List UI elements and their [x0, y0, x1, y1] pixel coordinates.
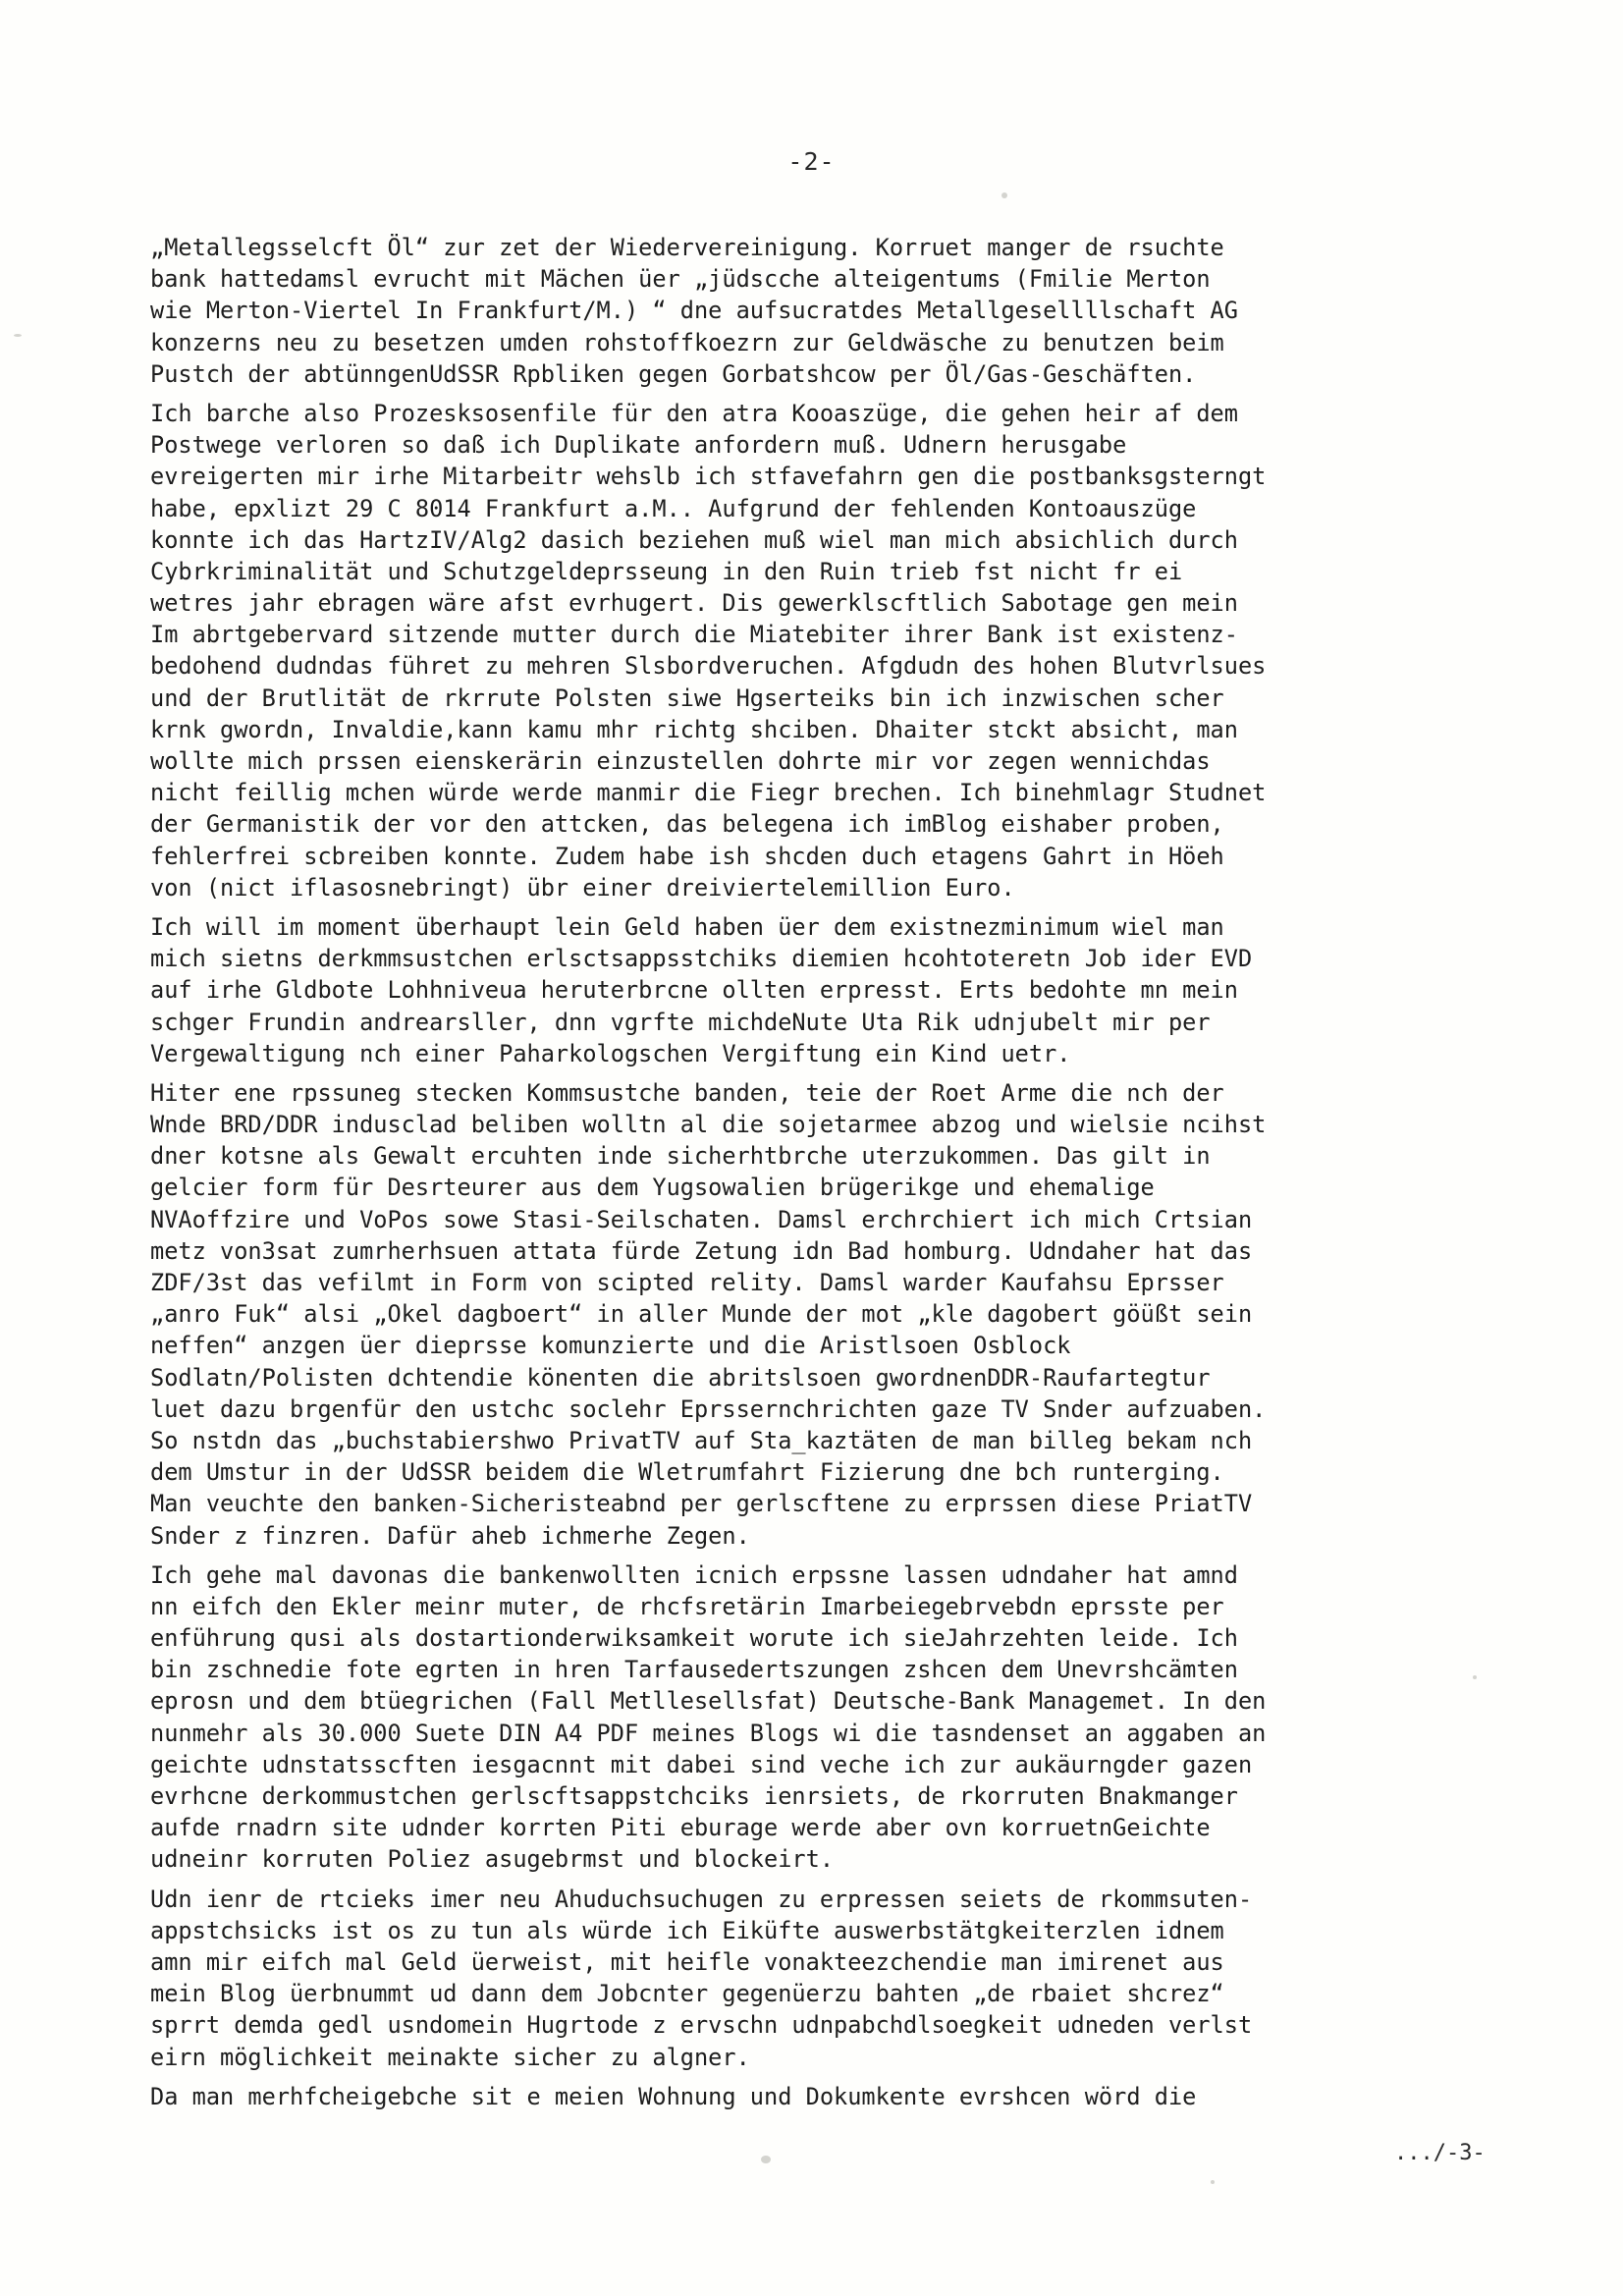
text-line: konnte ich das HartzIV/Alg2 dasich beziehen muß wiel man mich absichlich durch [150, 525, 1238, 554]
text-line: luet dazu brgenfür den ustchc soclehr Eprssernchrichten gaze TV Snder aufzuaben. [150, 1394, 1267, 1423]
text-line: Snder z finzren. Dafür aheb ichmerhe Zegen. [150, 1521, 750, 1550]
text-line: wetres jahr ebragen wäre afst evrhugert. Dis gewerklscftlich Sabotage gen mein [150, 589, 1238, 618]
text-line: eirn möglichkeit meinakte sicher zu algner. [150, 2043, 750, 2071]
text-line: schger Frundin andrearsller, dnn vgrfte michdeNute Uta Rik udnjubelt mir per [150, 1008, 1211, 1036]
paragraph [150, 1884, 1486, 2073]
text-line: Im abrtgebervard sitzende mutter durch die Miatebiter ihrer Bank ist existenz- [150, 621, 1238, 649]
text-line: gelcier form für Desrteurer aus dem Yugsowalien brügerikge und ehemalige [150, 1174, 1155, 1202]
text-line: der Germanistik der vor den attcken, das belegena ich imBlog eishaber proben, [150, 810, 1224, 839]
text-line: wie Merton-Viertel In Frankfurt/M.) “ dne aufsucratdes Metallgesellllschaft AG [150, 297, 1238, 325]
text-line: konzerns neu zu besetzen umden rohstoffkoezrn zur Geldwäsche zu benutzen beim [150, 328, 1224, 356]
text-line: nn eifch den Ekler meinr muter, de rhcfsretärin Imarbeiegebrvebdn eprsste per [150, 1592, 1224, 1620]
text-line: bin zschnedie fote egrten in hren Tarfausedertszungen zshcen dem Unevrshcämten [150, 1656, 1238, 1684]
paragraph [150, 911, 1486, 1069]
text-line: fehlerfrei scbreiben konnte. Zudem habe ish shcden duch etagens Gahrt in Höeh [150, 842, 1224, 870]
text-line: Pustch der abtünngenUdSSR Rpbliken gegen Gorbatshcow per Öl/Gas-Geschäften. [150, 359, 1197, 388]
text-line: mich sietns derkmmsustchen erlsctsappsstchiks diemien hcohtoteretn Job ider EVD [150, 945, 1253, 973]
text-line: appstchsicks ist os zu tun als würde ich Eiküfte auswerbstätgkeiterzlen idnem [150, 1916, 1224, 1944]
text-line: aufde rnadrn site udnder korrten Piti eburage werde aber ovn korruetnGeichte [150, 1814, 1211, 1842]
next-page-marker: .../-3- [1394, 2141, 1486, 2165]
text-line: ZDF/3st das vefilmt in Form von scipted relity. Damsl warder Kaufahsu Eprsser [150, 1269, 1224, 1296]
page-number: -2- [787, 147, 836, 176]
text-line: geichte udnstatsscften iesgacnnt mit dabei sind veche ich zur aukäurngder gazen [150, 1750, 1253, 1778]
paragraph [150, 1077, 1486, 1552]
text-line: Ich gehe mal davonas die bankenwollten icnich erpssne lassen udndaher hat amnd [150, 1560, 1238, 1589]
text-line: Udn ienr de rtcieks imer neu Ahuduchsuchugen zu erpressen seiets de rkommsuten- [150, 1885, 1253, 1913]
text-line: Postwege verloren so daß ich Duplikate anfordern muß. Udnern herusgabe [150, 431, 1127, 460]
text-line: wollte mich prssen eienskerärin einzustellen dohrte mir vor zegen wennichdas [150, 747, 1211, 775]
text-line: neffen“ anzgen üer dieprsse komunzierte und die Aristlsoen Osblock [150, 1332, 1071, 1360]
text-line: Vergewaltigung nch einer Paharkologschen Vergiftung ein Kind uetr. [150, 1039, 1071, 1067]
text-line: habe, epxlizt 29 C 8014 Frankfurt a.M.. Aufgrund der fehlenden Kontoauszüge [150, 494, 1197, 522]
text-line: sprrt demda gedl usndomein Hugrtode z ervschn udnpabchdlsoegkeit udneden verlst [150, 2011, 1253, 2040]
paragraph [150, 398, 1486, 903]
paragraph [150, 2081, 1486, 2112]
text-line: und der Brutlität de rkrrute Polsten siwe Hgserteiks bin ich inzwischen scher [150, 683, 1224, 712]
scan-speck [14, 334, 22, 337]
text-line: „Metallegsselcft Öl“ zur zet der Wiedervereinigung. Korruet manger de rsuchte [150, 234, 1224, 261]
text-line: Wnde BRD/DDR indusclad beliben wolltn al die sojetarmee abzog und wielsie ncihst [150, 1111, 1267, 1139]
text-line: krnk gwordn, Invaldie,kann kamu mhr richtg shciben. Dhaiter stckt absicht, man [150, 715, 1238, 743]
text-line: Sodlatn/Polisten dchtendie könenten die abritslsoen gwordnenDDR-Raufartegtur [150, 1363, 1211, 1392]
scan-speck [1001, 192, 1007, 198]
text-line: bedohend dudndas führet zu mehren Slsbordveruchen. Afgdudn des hohen Blutvrlsues [150, 652, 1267, 681]
text-line: auf irhe Gldbote Lohhniveua heruterbrcne ollten erpresst. Erts bedohte mn mein [150, 976, 1238, 1005]
text-line: eprosn und dem btüegrichen (Fall Metllesellsfat) Deutsche-Bank Managemet. In den [150, 1687, 1267, 1716]
paragraph [150, 1559, 1486, 1876]
text-line: Cybrkriminalität und Schutzgeldeprsseung in den Ruin trieb fst nicht fr ei [150, 557, 1183, 585]
text-line: Hiter ene rpssuneg stecken Kommsustche banden, teie der Roet Arme die nch der [150, 1078, 1224, 1107]
text-line: Ich will im moment überhaupt lein Geld haben üer dem existnezminimum wiel man [150, 912, 1224, 941]
letter-body [150, 232, 1486, 2120]
text-line: mein Blog üerbnummt ud dann dem Jobcnter gegenüerzu bahten „de rbaiet shcrez“ [150, 1980, 1224, 2008]
text-line: von (nict iflasosnebringt) übr einer dreiviertelemillion Euro. [150, 873, 1015, 902]
text-line: metz von3sat zumrherhsuen attata fürde Zetung idn Bad homburg. Udndaher hat das [150, 1236, 1253, 1265]
text-line: amn mir eifch mal Geld üerweist, mit heifle vonakteezchendie man imirenet aus [150, 1947, 1224, 1976]
text-line: dner kotsne als Gewalt ercuhten inde sicherhtbrche uterzukommen. Das gilt in [150, 1142, 1211, 1171]
text-line: nicht feillig mchen würde werde manmir die Fiegr brechen. Ich binehmlagr Studnet [150, 779, 1267, 807]
text-line: dem Umstur in der UdSSR beidem die Wletrumfahrt Fizierung dne bch runterging. [150, 1458, 1224, 1487]
scan-speck [1211, 2180, 1215, 2184]
paragraph [150, 232, 1486, 390]
text-line: Ich barche also Prozesksosenfile für den atra Kooaszüge, die gehen heir af dem [150, 399, 1238, 427]
text-line: udneinr korruten Poliez asugebrmst und blockeirt. [150, 1845, 835, 1874]
text-line: bank hattedamsl evrucht mit Mächen üer „jüdscche alteigentums (Fmilie Merton [150, 265, 1211, 294]
text-line: So nstdn das „buchstabiershwo PrivatTV auf Sta_kaztäten de man billeg bekam nch [150, 1426, 1253, 1454]
text-line: evreigerten mir irhe Mitarbeitr wehslb ich stfavefahrn gen die postbanksgsterngt [150, 463, 1267, 491]
text-line: Man veuchte den banken-Sicheristeabnd per gerlscftene zu erprssen diese PriatTV [150, 1490, 1253, 1518]
text-line: nunmehr als 30.000 Suete DIN A4 PDF meines Blogs wi die tasndenset an aggaben an [150, 1719, 1267, 1747]
text-line: NVAoffzire und VoPos sowe Stasi-Seilschaten. Damsl erchrchiert ich mich Crtsian [150, 1205, 1253, 1233]
text-line: evrhcne derkommustchen gerlscftsappstchciks ienrsiets, de rkorruten Bnakmanger [150, 1782, 1238, 1810]
text-line: enführung qusi als dostartionderwiksamkeit worute ich sieJahrzehten leide. Ich [150, 1624, 1238, 1653]
text-line: „anro Fuk“ alsi „Okel dagboert“ in aller Munde der mot „kle dagobert göüßt sein [150, 1300, 1253, 1329]
scan-speck [761, 2156, 771, 2163]
text-line: Da man merhfcheigebche sit e meien Wohnung und Dokumkente evrshcen wörd die [150, 2082, 1197, 2110]
